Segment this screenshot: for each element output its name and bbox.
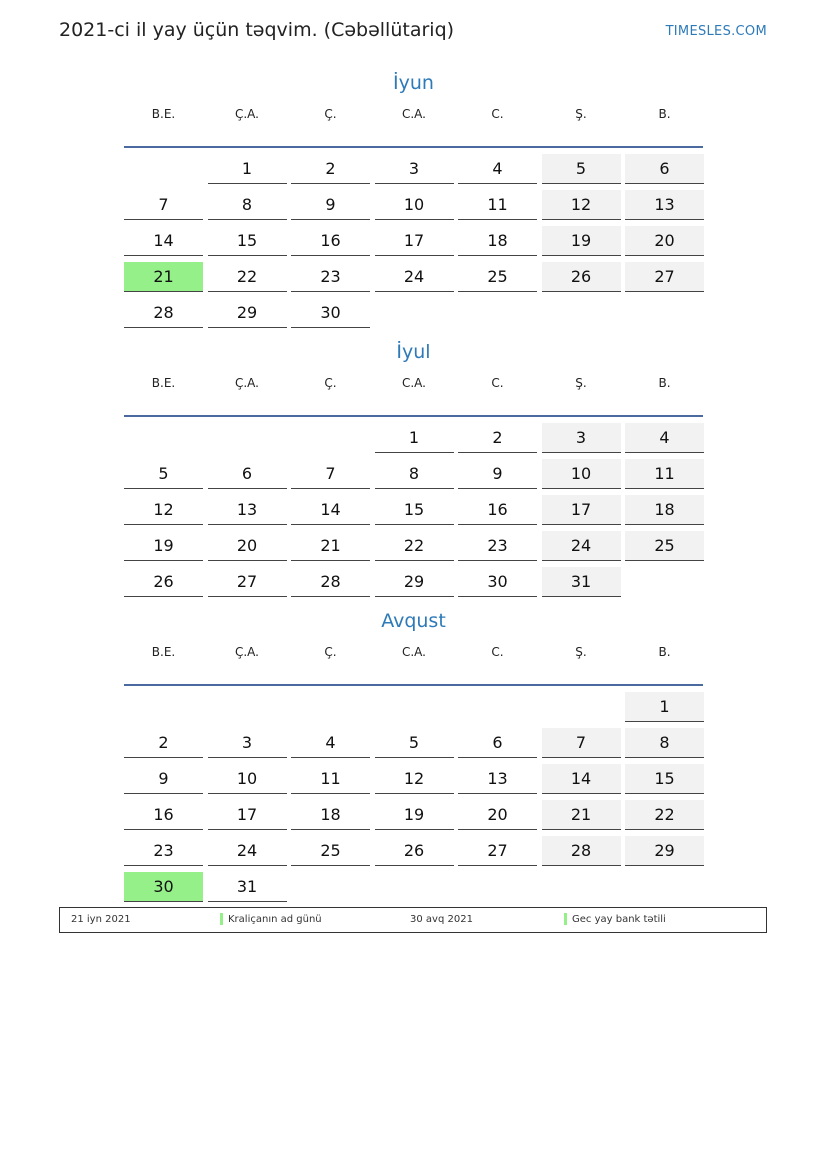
day-cell: 4 [625, 423, 704, 453]
day-cell: 14 [124, 226, 203, 256]
weekday-label: Ç.A. [234, 107, 259, 121]
day-cell: 22 [625, 800, 704, 830]
day-cell: 9 [291, 190, 370, 220]
page-title: 2021-ci il yay üçün təqvim. (Cəbəllütariq) [59, 19, 455, 41]
day-cell: 9 [124, 764, 203, 794]
weekday-label: C. [491, 107, 504, 121]
day-cell: 8 [625, 728, 704, 758]
holiday-legend [59, 907, 767, 933]
day-cell: 20 [458, 800, 537, 830]
day-cell: 20 [625, 226, 704, 256]
day-cell: 30 [458, 567, 537, 597]
day-cell: 16 [124, 800, 203, 830]
day-cell: 30 [291, 298, 370, 328]
weekday-label: B.E. [151, 645, 176, 659]
day-cell: 8 [208, 190, 287, 220]
day-cell-holiday: 21 [124, 262, 203, 292]
day-cell: 28 [542, 836, 621, 866]
day-cell: 2 [458, 423, 537, 453]
weekday-label: Ç. [324, 645, 337, 659]
day-cell: 2 [291, 154, 370, 184]
day-cell: 13 [208, 495, 287, 525]
month-june [124, 70, 703, 332]
day-cell: 23 [124, 836, 203, 866]
weekday-header [124, 105, 703, 148]
weekday-label: C.A. [401, 645, 426, 659]
day-cell: 24 [375, 262, 454, 292]
day-cell: 8 [375, 459, 454, 489]
day-cell: 3 [208, 728, 287, 758]
day-cell: 11 [291, 764, 370, 794]
day-cell: 18 [458, 226, 537, 256]
day-cell: 24 [542, 531, 621, 561]
day-cell: 27 [458, 836, 537, 866]
day-cell: 4 [458, 154, 537, 184]
day-cell: 12 [375, 764, 454, 794]
holiday-color-marker [220, 913, 223, 925]
weekday-label: B. [658, 376, 671, 390]
day-cell: 26 [375, 836, 454, 866]
day-cell: 7 [291, 459, 370, 489]
weekday-label: C. [491, 645, 504, 659]
day-cell: 15 [208, 226, 287, 256]
day-cell: 31 [542, 567, 621, 597]
month-title: Avqust [381, 610, 446, 632]
day-cell: 9 [458, 459, 537, 489]
day-cell: 11 [458, 190, 537, 220]
day-cell: 6 [625, 154, 704, 184]
weekday-label: B. [658, 107, 671, 121]
day-cell: 16 [458, 495, 537, 525]
day-cell: 25 [291, 836, 370, 866]
day-cell: 22 [375, 531, 454, 561]
day-cell: 5 [375, 728, 454, 758]
weekday-label: B.E. [151, 376, 176, 390]
day-cell: 7 [542, 728, 621, 758]
day-cell: 29 [208, 298, 287, 328]
day-cell: 12 [542, 190, 621, 220]
weekday-label: Ş. [575, 376, 587, 390]
day-cell: 26 [124, 567, 203, 597]
day-cell: 31 [208, 872, 287, 902]
day-cell: 29 [625, 836, 704, 866]
day-cell: 13 [625, 190, 704, 220]
day-cell: 13 [458, 764, 537, 794]
day-cell: 11 [625, 459, 704, 489]
day-cell: 5 [124, 459, 203, 489]
day-cell: 27 [208, 567, 287, 597]
day-cell: 18 [291, 800, 370, 830]
legend-holiday-name: Gec yay bank tətili [572, 914, 666, 925]
day-cell: 10 [542, 459, 621, 489]
day-cell: 3 [375, 154, 454, 184]
day-cell: 24 [208, 836, 287, 866]
month-title: İyun [393, 72, 434, 94]
day-cell: 14 [542, 764, 621, 794]
weekday-label: C.A. [401, 107, 426, 121]
day-cell: 29 [375, 567, 454, 597]
day-cell: 19 [375, 800, 454, 830]
weekday-label: Ç.A. [234, 376, 259, 390]
day-cell: 10 [375, 190, 454, 220]
day-cell: 19 [542, 226, 621, 256]
month-august [124, 608, 703, 906]
day-grid [124, 686, 703, 906]
legend-date: 21 iyn 2021 [71, 914, 131, 925]
weekday-label: Ç. [324, 107, 337, 121]
weekday-label: B.E. [151, 107, 176, 121]
day-cell: 23 [458, 531, 537, 561]
weekday-header [124, 643, 703, 686]
day-cell: 5 [542, 154, 621, 184]
day-cell: 6 [458, 728, 537, 758]
day-cell: 20 [208, 531, 287, 561]
holiday-color-marker [564, 913, 567, 925]
day-cell: 1 [208, 154, 287, 184]
day-cell: 14 [291, 495, 370, 525]
day-cell: 17 [208, 800, 287, 830]
day-cell: 17 [542, 495, 621, 525]
day-cell: 27 [625, 262, 704, 292]
weekday-label: Ş. [575, 107, 587, 121]
month-title: İyul [396, 341, 431, 363]
weekday-label: C.A. [401, 376, 426, 390]
day-cell: 25 [625, 531, 704, 561]
day-cell: 6 [208, 459, 287, 489]
legend-holiday-name: Kraliçanın ad günü [228, 914, 322, 925]
day-cell: 28 [124, 298, 203, 328]
day-cell: 21 [542, 800, 621, 830]
weekday-label: Ç. [324, 376, 337, 390]
day-grid [124, 148, 703, 332]
day-cell: 2 [124, 728, 203, 758]
day-cell: 15 [625, 764, 704, 794]
day-cell: 15 [375, 495, 454, 525]
day-cell: 4 [291, 728, 370, 758]
day-cell: 17 [375, 226, 454, 256]
day-cell: 7 [124, 190, 203, 220]
day-cell: 28 [291, 567, 370, 597]
day-cell: 25 [458, 262, 537, 292]
month-july [124, 339, 703, 601]
weekday-label: C. [491, 376, 504, 390]
day-cell: 16 [291, 226, 370, 256]
day-cell: 21 [291, 531, 370, 561]
day-cell: 12 [124, 495, 203, 525]
day-cell: 18 [625, 495, 704, 525]
day-cell: 26 [542, 262, 621, 292]
legend-date: 30 avq 2021 [410, 914, 473, 925]
day-cell: 3 [542, 423, 621, 453]
day-cell: 19 [124, 531, 203, 561]
day-cell: 10 [208, 764, 287, 794]
weekday-label: Ç.A. [234, 645, 259, 659]
weekday-label: B. [658, 645, 671, 659]
day-grid [124, 417, 703, 601]
brand-link[interactable]: TIMESLES.COM [665, 24, 767, 39]
day-cell: 22 [208, 262, 287, 292]
day-cell: 1 [625, 692, 704, 722]
day-cell: 23 [291, 262, 370, 292]
day-cell: 1 [375, 423, 454, 453]
weekday-header [124, 374, 703, 417]
weekday-label: Ş. [575, 645, 587, 659]
day-cell-holiday: 30 [124, 872, 203, 902]
